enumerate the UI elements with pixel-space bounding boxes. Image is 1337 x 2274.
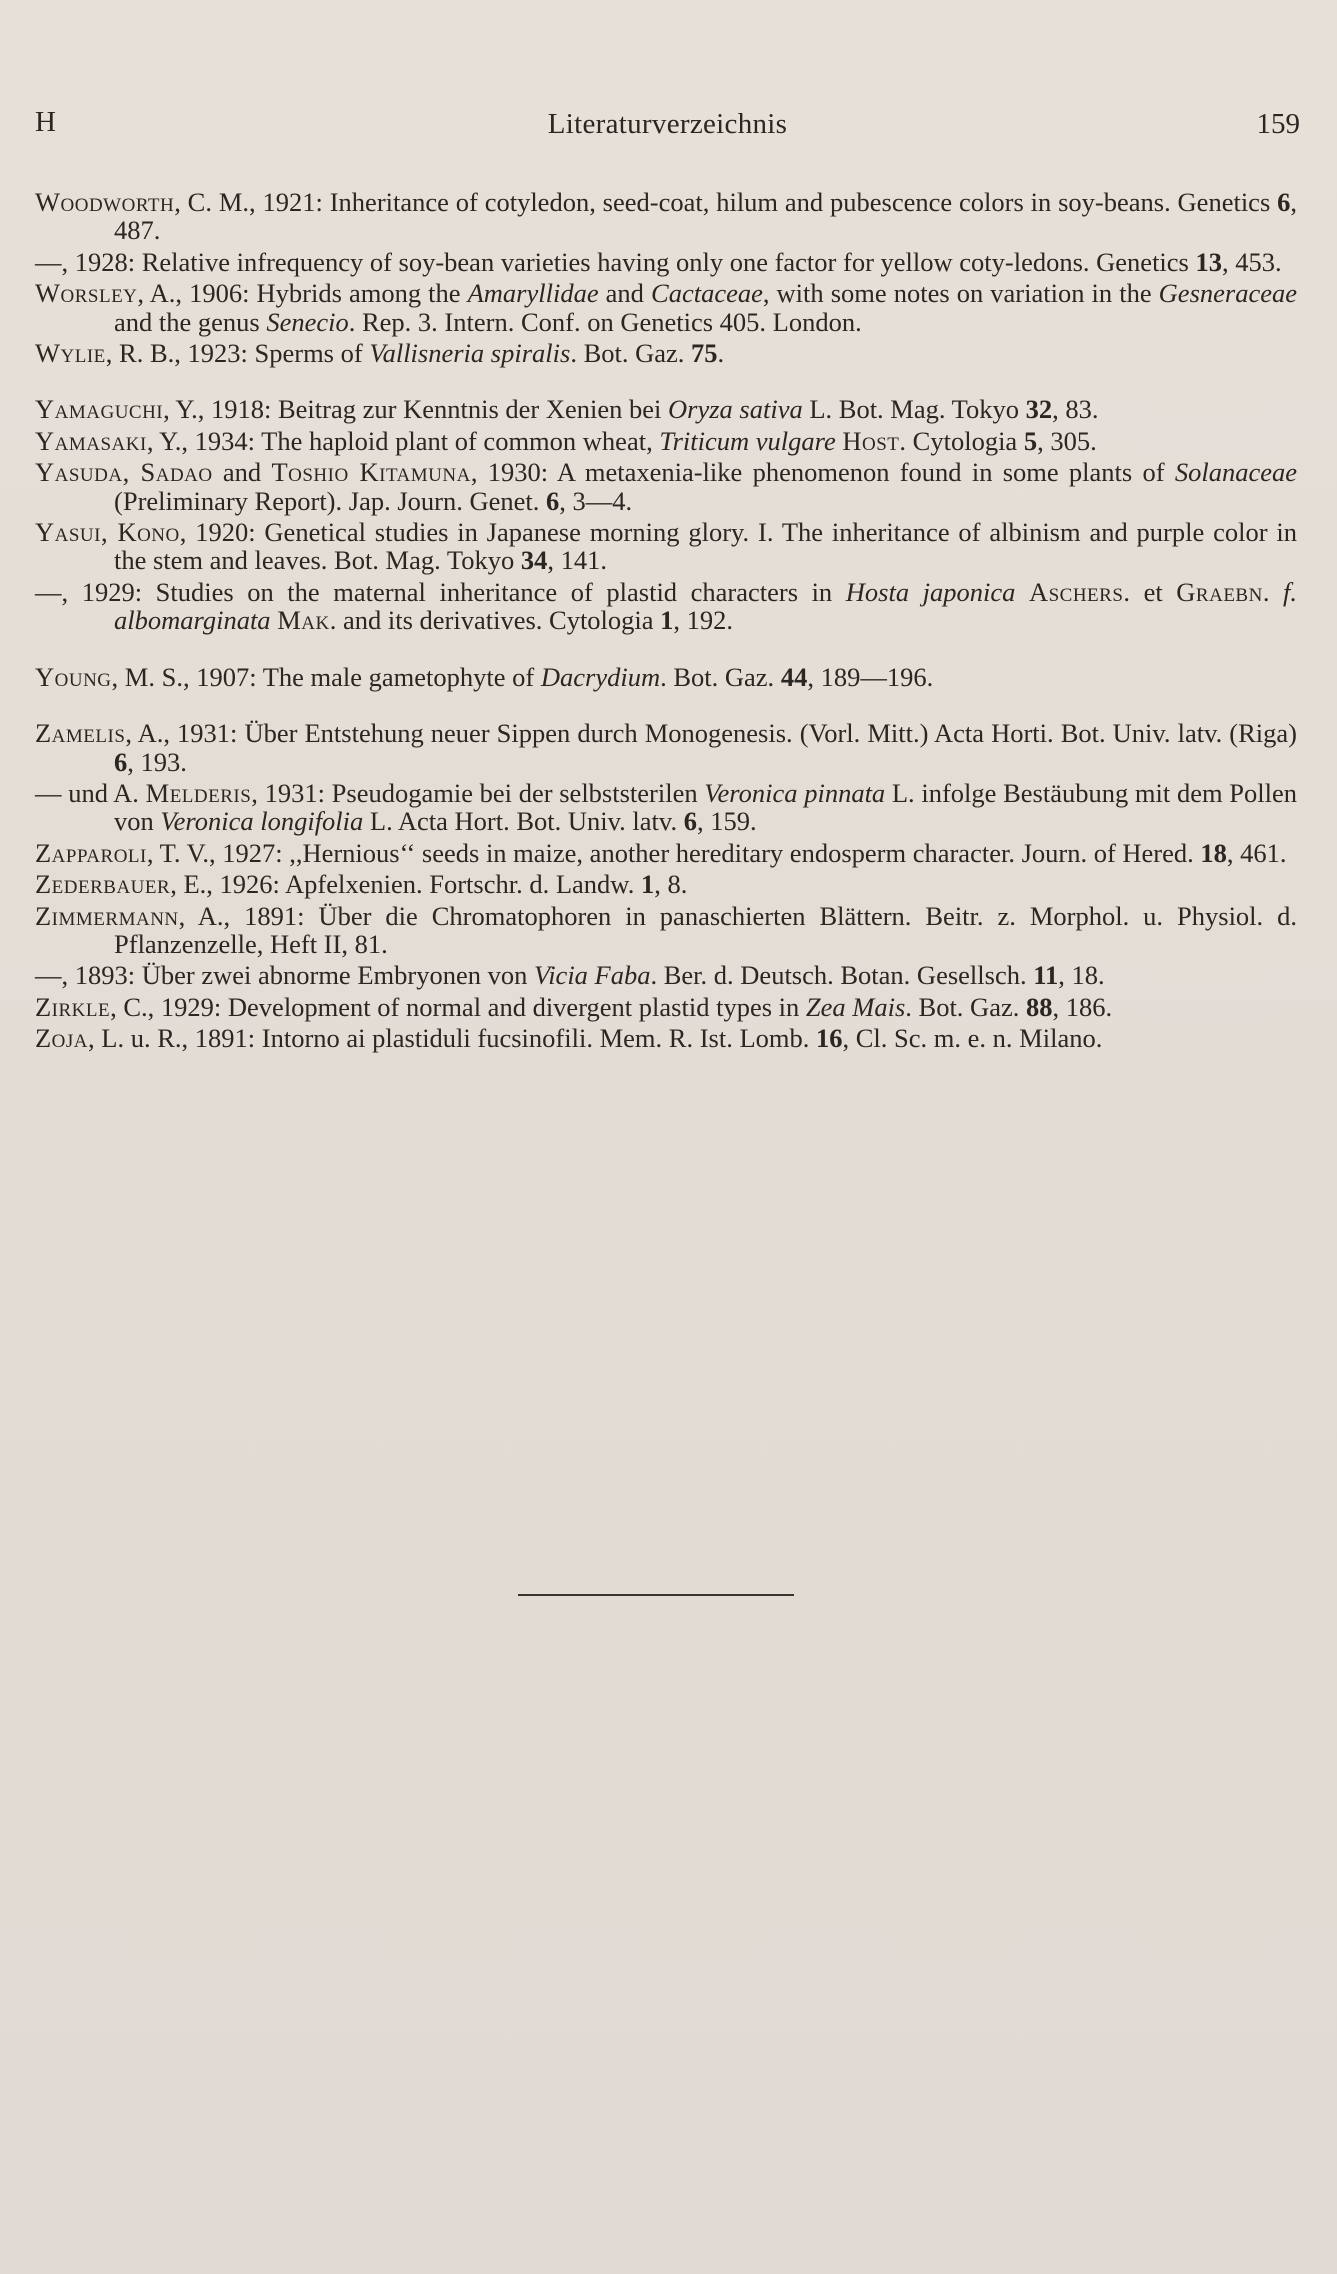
entry-text-run: , 1920: Genetical studies in Japanese morning glory. I. The inheritance of albinism and purple color in the stem and leaves. Bot. Mag. Tokyo bbox=[114, 517, 1297, 576]
entry-text-run: , E., 1926: Apfelxenien. Fortschr. d. Landw. bbox=[170, 869, 641, 900]
entry-text-run: Gesneraceae bbox=[1158, 278, 1297, 309]
entry-text-run: . and its derivatives. Cytologia bbox=[329, 605, 661, 636]
entry-text-run: Oryza sativa bbox=[668, 394, 803, 425]
entry-text-run: Yasuda, Sadao bbox=[35, 457, 213, 488]
entry-text-run: , 18. bbox=[1058, 960, 1105, 991]
bibliography-entry bbox=[35, 902, 1297, 959]
entry-text-run: (Preliminary Report). Jap. Journ. Genet. bbox=[114, 485, 546, 516]
entry-text-run: 32 bbox=[1025, 394, 1053, 425]
bibliography-entry bbox=[35, 578, 1297, 635]
entry-text-run: 5 bbox=[1023, 425, 1038, 456]
bibliography-entry bbox=[35, 188, 1297, 245]
entry-text-run: , 3—4. bbox=[559, 485, 633, 516]
entry-text-run: , T. V., 1927: ,,Hernious‘‘ seeds in maize, another hereditary endosperm character. Journ. of Hered. bbox=[146, 837, 1201, 868]
entry-text-run: , A., 1891: Über die Chromatophoren in panaschierten Blättern. Beitr. z. Morphol. u. Physiol. d. Pflanzenzelle, Heft II, 81. bbox=[114, 900, 1297, 959]
entry-text-run: 18 bbox=[1200, 837, 1227, 868]
entry-text-run: , L. u. R., 1891: Intorno ai plastiduli fucsinofili. Mem. R. Ist. Lomb. bbox=[88, 1023, 816, 1054]
entry-text-run: 6 bbox=[546, 485, 560, 516]
entry-text-run: Aschers bbox=[1028, 576, 1124, 607]
bibliography-entry bbox=[35, 961, 1297, 989]
entry-text-run: . et bbox=[1123, 576, 1177, 607]
entry-text-run: , C., 1929: Development of normal and divergent plastid types in bbox=[110, 991, 806, 1022]
entry-text-run: 6 bbox=[683, 806, 697, 837]
signature-mark: H bbox=[35, 106, 56, 138]
entry-text-run: 75 bbox=[691, 338, 718, 369]
entry-text-run: , Y., 1934: The haploid plant of common wheat, bbox=[146, 425, 660, 456]
bibliography-entry bbox=[35, 458, 1297, 515]
entry-text-run: — und A. bbox=[35, 777, 146, 808]
entry-text-run: Melderis bbox=[145, 777, 252, 808]
entry-text-run: . Cytologia bbox=[899, 425, 1024, 456]
entry-text-run: Veronica pinnata bbox=[704, 777, 886, 808]
entry-text-run: , 83. bbox=[1052, 394, 1099, 425]
entry-text-run: , 461. bbox=[1226, 837, 1287, 868]
bibliography-entry bbox=[35, 719, 1297, 776]
entry-text-run: 88 bbox=[1025, 991, 1053, 1022]
entry-text-run: Zapparoli bbox=[35, 837, 147, 868]
entry-text-run: , 1930: A metaxenia-like phenomenon found in some plants of bbox=[470, 457, 1175, 488]
entry-text-run: , 8. bbox=[654, 869, 688, 900]
end-rule bbox=[518, 1594, 794, 1596]
entry-text-run: Zederbauer bbox=[35, 869, 171, 900]
bibliography-entry bbox=[35, 870, 1297, 898]
entry-text-run: Mak bbox=[277, 605, 330, 636]
entry-text-run: Triticum vulgare bbox=[659, 425, 836, 456]
entry-text-run: Zimmermann bbox=[35, 900, 179, 931]
bibliography-entry bbox=[35, 427, 1297, 455]
entry-text-run: Vallisneria spiralis bbox=[369, 338, 571, 369]
bibliography-entry bbox=[35, 248, 1297, 276]
entry-text-run: Host bbox=[842, 425, 900, 456]
entry-text-run bbox=[1015, 577, 1029, 607]
entry-text-run: . Bot. Gaz. bbox=[570, 338, 692, 369]
entry-text-run: 16 bbox=[816, 1023, 843, 1054]
entry-text-run: 6 bbox=[114, 746, 128, 777]
entry-text-run: and the genus bbox=[114, 306, 267, 337]
entry-text-run: , 141. bbox=[547, 545, 607, 576]
bibliography-list bbox=[35, 188, 1297, 1056]
entry-text-run: 1 bbox=[660, 605, 674, 636]
entry-text-run: , 305. bbox=[1037, 425, 1097, 456]
entry-text-run: , 189—196. bbox=[807, 661, 934, 692]
bibliography-entry bbox=[35, 339, 1297, 367]
entry-text-run: Solanaceae bbox=[1174, 457, 1298, 488]
entry-text-run: , 186. bbox=[1052, 991, 1113, 1022]
entry-text-run: Worsley bbox=[35, 278, 138, 309]
bibliography-entry bbox=[35, 663, 1297, 691]
entry-text-run: Yamasaki bbox=[35, 425, 147, 456]
bibliography-entry bbox=[35, 279, 1297, 336]
entry-text-run: , Cl. Sc. m. e. n. Milano. bbox=[842, 1023, 1103, 1054]
entry-text-run: , M. S., 1907: The male gametophyte of bbox=[111, 661, 541, 692]
page-number: 159 bbox=[1256, 108, 1300, 140]
entry-text-run: . Bot. Gaz. bbox=[660, 661, 781, 692]
entry-text-run: and bbox=[212, 457, 272, 488]
entry-text-run: f. albomarginata bbox=[114, 576, 1298, 636]
entry-text-run: 13 bbox=[1195, 246, 1222, 277]
entry-text-run: , C. M., 1921: Inheritance of cotyledon, seed-coat, hilum and pubescence colors in soy-beans. Genetics bbox=[174, 187, 1278, 217]
entry-text-run: Wylie bbox=[35, 338, 106, 369]
bibliography-entry bbox=[35, 395, 1297, 423]
entry-text-run: Young bbox=[35, 661, 112, 692]
entry-text-run: , A., 1906: Hybrids among the bbox=[137, 278, 468, 309]
entry-text-run: 34 bbox=[520, 545, 548, 576]
page-title: Literaturverzeichnis bbox=[547, 108, 788, 140]
entry-text-run: . bbox=[717, 338, 725, 369]
entry-text-run: Zamelis bbox=[35, 718, 126, 749]
bibliography-entry bbox=[35, 779, 1297, 836]
entry-text-run: , 193. bbox=[127, 746, 187, 777]
entry-text-run: —, 1928: Relative infrequency of soy-bean varieties having only one factor for yellow coty-ledons. Genetics bbox=[35, 246, 1196, 277]
entry-text-run: Graebn bbox=[1176, 576, 1263, 607]
entry-text-run: , R. B., 1923: Sperms of bbox=[105, 338, 370, 369]
entry-text-run: , 192. bbox=[673, 605, 734, 636]
entry-text-run: Woodworth bbox=[35, 187, 175, 217]
entry-text-run: Zirkle bbox=[35, 991, 111, 1022]
entry-text-run: , 1931: Pseudogamie bei der selbststerilen bbox=[251, 777, 705, 808]
entry-text-run: 6 bbox=[1277, 187, 1291, 217]
entry-text-run: . Bot. Gaz. bbox=[905, 991, 1026, 1022]
entry-text-run: 11 bbox=[1033, 960, 1059, 991]
entry-text-run: Zoja bbox=[35, 1023, 89, 1054]
entry-text-run: Dacrydium bbox=[540, 661, 661, 692]
entry-text-run: . Ber. d. Deutsch. Botan. Gesellsch. bbox=[650, 960, 1034, 991]
entry-text-run: —, 1929: Studies on the maternal inheritance of plastid characters in bbox=[35, 576, 846, 607]
entry-text-run: L. Acta Hort. Bot. Univ. latv. bbox=[363, 806, 684, 837]
entry-text-run: L. infolge Bestäubung mit dem Pollen von bbox=[114, 777, 1297, 837]
entry-text-run: , 453. bbox=[1222, 246, 1282, 277]
entry-text-run: Yasui, Kono bbox=[35, 517, 180, 548]
entry-text-run: Zea Mais bbox=[805, 991, 906, 1022]
entry-text-run: Yamaguchi bbox=[35, 394, 164, 425]
entry-text-run: , A., 1931: Über Entstehung neuer Sippen durch Monogenesis. (Vorl. Mitt.) Acta Horti. Bot. Univ. latv. (Riga) bbox=[125, 718, 1297, 749]
bibliography-entry bbox=[35, 993, 1297, 1021]
entry-text-run: Veronica longifolia bbox=[160, 806, 364, 837]
entry-text-run: , 159. bbox=[696, 806, 757, 837]
entry-text-run: . bbox=[1262, 576, 1284, 607]
entry-text-run: L. Bot. Mag. Tokyo bbox=[802, 394, 1026, 425]
entry-text-run: 1 bbox=[640, 869, 655, 900]
entry-text-run: . Rep. 3. Intern. Conf. on Genetics 405. London. bbox=[348, 306, 862, 337]
entry-text-run: Vicia Faba bbox=[533, 960, 651, 991]
running-head bbox=[35, 106, 1300, 146]
entry-text-run: —, 1893: Über zwei abnorme Embryonen von bbox=[35, 960, 534, 991]
bibliography-entry bbox=[35, 1024, 1297, 1052]
entry-text-run: , 487. bbox=[114, 187, 1297, 246]
bibliography-entry bbox=[35, 839, 1297, 867]
entry-text-run: , with some notes on variation in the bbox=[762, 278, 1159, 309]
bibliography-entry bbox=[35, 518, 1297, 575]
entry-text-run: Senecio bbox=[266, 306, 349, 337]
entry-text-run: Cactaceae bbox=[651, 278, 763, 309]
entry-text-run: Amaryllidae bbox=[467, 278, 599, 309]
entry-text-run: 44 bbox=[780, 661, 808, 692]
entry-text-run: Hosta japonica bbox=[845, 576, 1016, 607]
entry-text-run: and bbox=[598, 278, 652, 309]
entry-text-run: Toshio Kitamuna bbox=[271, 457, 471, 488]
entry-text-run: , Y., 1918: Beitrag zur Kenntnis der Xenien bei bbox=[163, 394, 668, 425]
